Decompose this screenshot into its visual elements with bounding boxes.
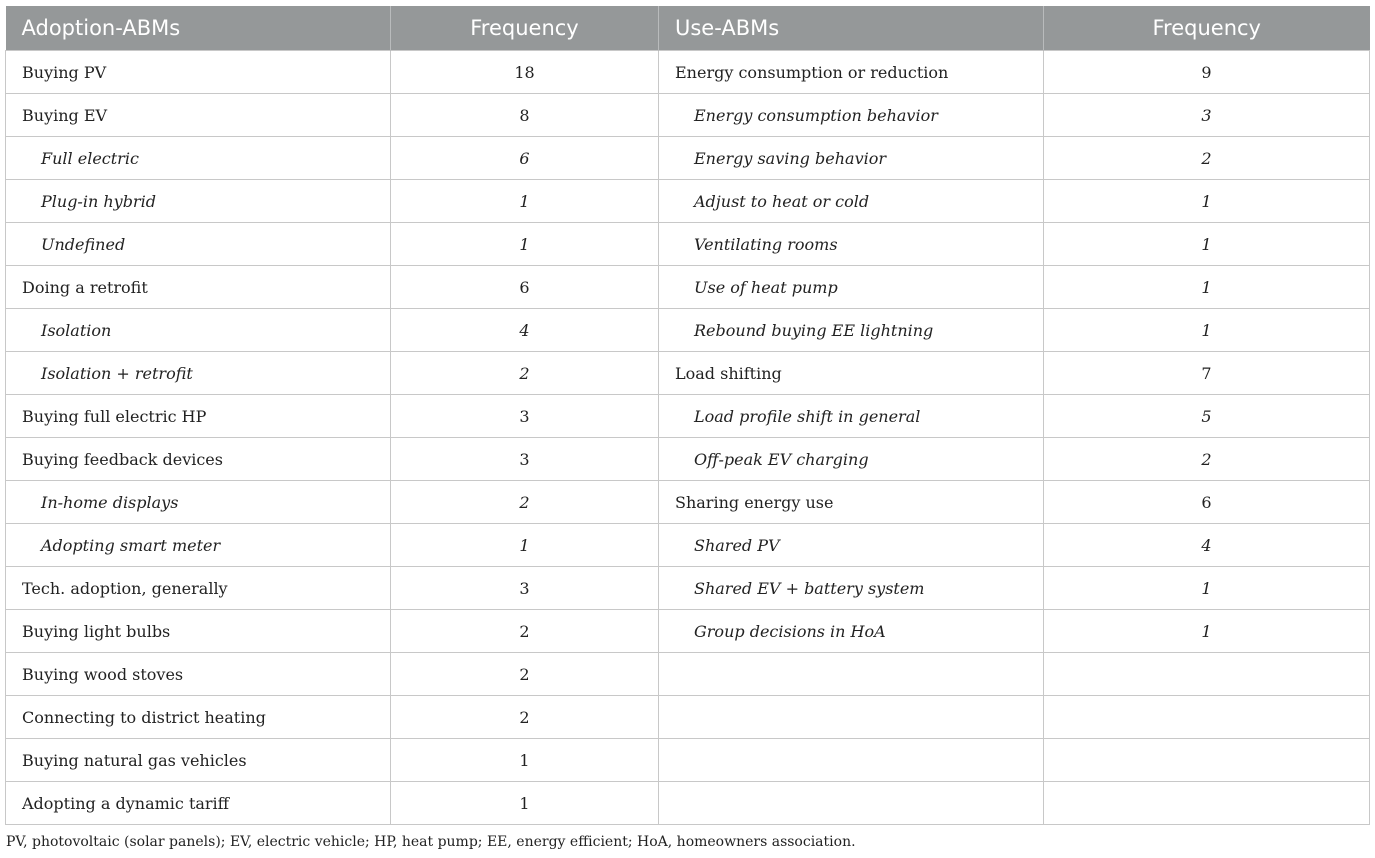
adoption-frequency-cell: 8: [391, 94, 659, 137]
adoption-frequency-cell: 1: [391, 524, 659, 567]
use-frequency-cell: 5: [1044, 395, 1370, 438]
adoption-label-cell: Adopting smart meter: [6, 524, 391, 567]
adoption-label-cell: Buying full electric HP: [6, 395, 391, 438]
use-abms-header: Use-ABMs: [659, 6, 1044, 51]
use-label-cell: [659, 739, 1044, 782]
adoption-label-cell: Buying PV: [6, 51, 391, 94]
table-row: [6, 395, 1370, 438]
use-frequency-cell: [1044, 653, 1370, 696]
adoption-frequency-cell: 6: [391, 266, 659, 309]
adoption-label-cell: Buying natural gas vehicles: [6, 739, 391, 782]
adoption-abms-header: Adoption-ABMs: [6, 6, 391, 51]
table-row: [6, 739, 1370, 782]
table-row: [6, 438, 1370, 481]
use-frequency-cell: 9: [1044, 51, 1370, 94]
adoption-label-cell: Isolation: [6, 309, 391, 352]
use-frequency-cell: 1: [1044, 266, 1370, 309]
table-row: [6, 782, 1370, 825]
adoption-label-cell: Tech. adoption, generally: [6, 567, 391, 610]
table-row: [6, 51, 1370, 94]
frequency-table: [5, 6, 1370, 825]
adoption-frequency-cell: 3: [391, 395, 659, 438]
adoption-frequency-cell: 2: [391, 653, 659, 696]
use-label-cell: Shared PV: [659, 524, 1044, 567]
use-label-cell: Shared EV + battery system: [659, 567, 1044, 610]
table-footnote: PV, photovoltaic (solar panels); EV, electric vehicle; HP, heat pump; EE, energy efficient; HoA, homeowners association.: [6, 834, 856, 850]
use-label-cell: Group decisions in HoA: [659, 610, 1044, 653]
use-frequency-cell: 1: [1044, 567, 1370, 610]
use-frequency-cell: 3: [1044, 94, 1370, 137]
adoption-frequency-cell: 2: [391, 481, 659, 524]
use-label-cell: Energy saving behavior: [659, 137, 1044, 180]
adoption-frequency-cell: 2: [391, 352, 659, 395]
table-row: [6, 481, 1370, 524]
adoption-frequency-cell: 1: [391, 223, 659, 266]
use-label-cell: Adjust to heat or cold: [659, 180, 1044, 223]
use-label-cell: Sharing energy use: [659, 481, 1044, 524]
use-frequency-cell: 6: [1044, 481, 1370, 524]
adoption-label-cell: Plug-in hybrid: [6, 180, 391, 223]
use-frequency-cell: [1044, 696, 1370, 739]
table-row: [6, 94, 1370, 137]
adoption-label-cell: Doing a retrofit: [6, 266, 391, 309]
adoption-frequency-cell: 2: [391, 610, 659, 653]
adoption-frequency-cell: 1: [391, 180, 659, 223]
use-label-cell: [659, 696, 1044, 739]
adoption-frequency-cell: 6: [391, 137, 659, 180]
adoption-label-cell: Connecting to district heating: [6, 696, 391, 739]
use-frequency-cell: 2: [1044, 137, 1370, 180]
use-frequency-header: Frequency: [1044, 6, 1370, 51]
table-row: [6, 309, 1370, 352]
use-frequency-cell: 1: [1044, 309, 1370, 352]
use-label-cell: Energy consumption or reduction: [659, 51, 1044, 94]
table-row: [6, 524, 1370, 567]
table-row: [6, 653, 1370, 696]
table-row: [6, 352, 1370, 395]
use-label-cell: Energy consumption behavior: [659, 94, 1044, 137]
adoption-frequency-header: Frequency: [391, 6, 659, 51]
adoption-frequency-cell: 3: [391, 438, 659, 481]
table-row: [6, 567, 1370, 610]
use-frequency-cell: 1: [1044, 223, 1370, 266]
use-label-cell: Off-peak EV charging: [659, 438, 1044, 481]
adoption-label-cell: Undefined: [6, 223, 391, 266]
use-frequency-cell: [1044, 782, 1370, 825]
frequency-table-container: [5, 6, 1369, 825]
table-row: [6, 610, 1370, 653]
adoption-frequency-cell: 1: [391, 739, 659, 782]
use-label-cell: Rebound buying EE lightning: [659, 309, 1044, 352]
adoption-label-cell: Adopting a dynamic tariff: [6, 782, 391, 825]
table-row: [6, 137, 1370, 180]
adoption-frequency-cell: 4: [391, 309, 659, 352]
table-row: [6, 696, 1370, 739]
adoption-frequency-cell: 1: [391, 782, 659, 825]
use-frequency-cell: 1: [1044, 180, 1370, 223]
use-label-cell: Use of heat pump: [659, 266, 1044, 309]
adoption-label-cell: Buying EV: [6, 94, 391, 137]
adoption-label-cell: Buying wood stoves: [6, 653, 391, 696]
table-row: [6, 266, 1370, 309]
use-label-cell: [659, 653, 1044, 696]
table-header-row: [6, 6, 1370, 51]
table-row: [6, 180, 1370, 223]
adoption-label-cell: Buying light bulbs: [6, 610, 391, 653]
use-frequency-cell: 1: [1044, 610, 1370, 653]
adoption-label-cell: Full electric: [6, 137, 391, 180]
use-label-cell: Ventilating rooms: [659, 223, 1044, 266]
use-frequency-cell: 7: [1044, 352, 1370, 395]
adoption-frequency-cell: 3: [391, 567, 659, 610]
use-frequency-cell: [1044, 739, 1370, 782]
use-label-cell: Load shifting: [659, 352, 1044, 395]
adoption-frequency-cell: 18: [391, 51, 659, 94]
use-label-cell: [659, 782, 1044, 825]
use-frequency-cell: 2: [1044, 438, 1370, 481]
use-frequency-cell: 4: [1044, 524, 1370, 567]
use-label-cell: Load profile shift in general: [659, 395, 1044, 438]
adoption-label-cell: Isolation + retrofit: [6, 352, 391, 395]
table-row: [6, 223, 1370, 266]
adoption-label-cell: Buying feedback devices: [6, 438, 391, 481]
adoption-frequency-cell: 2: [391, 696, 659, 739]
adoption-label-cell: In-home displays: [6, 481, 391, 524]
